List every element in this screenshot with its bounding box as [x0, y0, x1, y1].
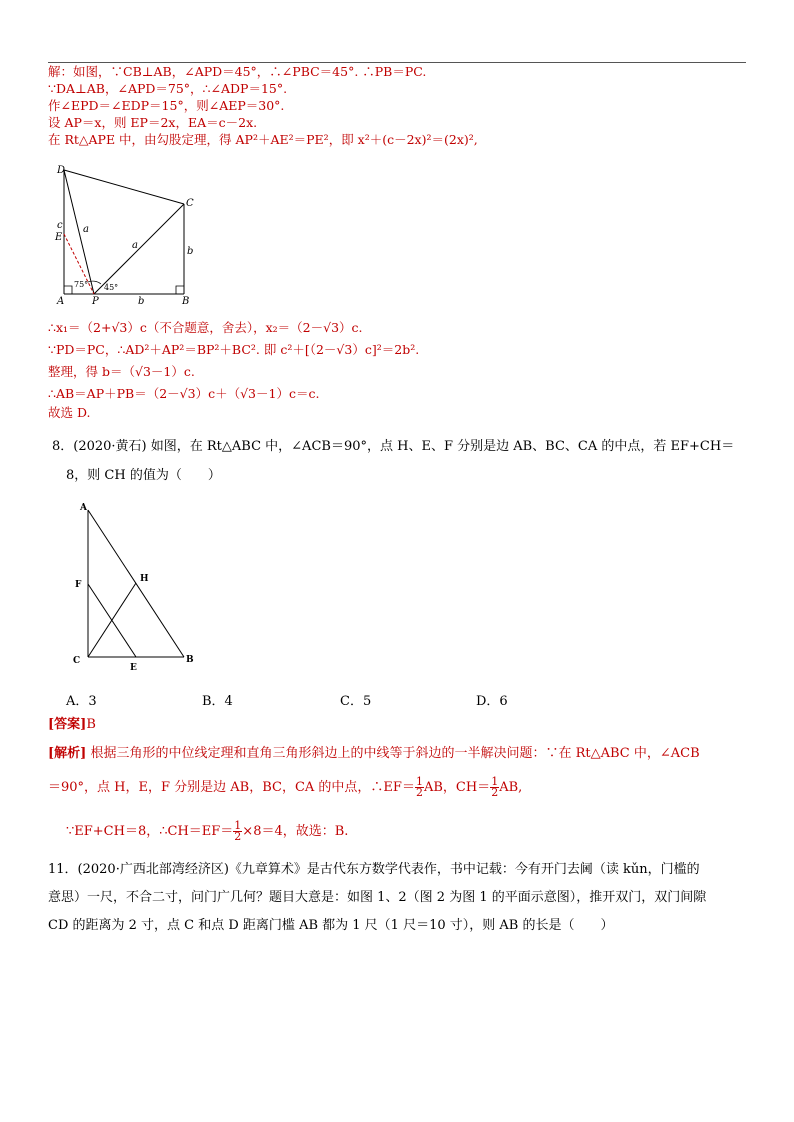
analysis-line-2 [48, 774, 522, 802]
figure-trapezoid [48, 158, 208, 308]
fraction-numerator: 1 [491, 775, 499, 788]
label-E: E [55, 232, 63, 243]
answer-line [48, 716, 96, 734]
label-C: C [73, 656, 81, 666]
label-P: P [92, 296, 99, 307]
solution-line: 故选 D. [48, 405, 91, 420]
analysis-text: ×8＝4，故选：B. [242, 824, 349, 839]
solution-line: 在 Rt△APE 中，由勾股定理，得 AP²＋AE²＝PE²，即 x²＋(c－2x)²＝(2x)², [48, 132, 478, 147]
label-c: c [57, 220, 63, 231]
label-B: B [186, 655, 194, 665]
question11-text: 11．(2020·广西北部湾经济区)《九章算术》是古代东方数学代表作，书中记载：今有开门去阃（读 kǔn，门槛的 [48, 862, 700, 877]
option-b: B．4 [202, 694, 233, 709]
analysis-line-1 [48, 745, 700, 763]
answer-tag: [答案] [48, 717, 87, 732]
analysis-line-3 [66, 818, 348, 846]
label-angle-45: 45° [104, 283, 119, 292]
option-c: C．5 [340, 694, 372, 709]
label-C: C [186, 198, 194, 209]
analysis-text: ∵EF+CH＝8，∴CH＝EF＝ [66, 824, 234, 839]
label-b-bottom: b [138, 296, 145, 307]
top-rule [48, 62, 746, 63]
answer-value: B [86, 717, 96, 732]
analysis-text: AB, [499, 780, 523, 795]
fraction-one-half [415, 777, 424, 798]
label-B: B [182, 296, 190, 307]
label-A: A [57, 296, 65, 307]
fraction-one-half [490, 777, 499, 798]
fraction-numerator: 1 [234, 819, 242, 832]
question11-text-cont: CD 的距离为 2 寸，点 C 和点 D 距离门槛 AB 都为 1 尺（1 尺＝10 寸），则 AB 的长是（ ） [48, 918, 614, 933]
solution-line: 作∠EPD＝∠EDP＝15°，则∠AEP＝30°. [48, 98, 285, 113]
fraction-denominator: 2 [415, 786, 423, 799]
question11-text-cont: 意思）一尺，不合二寸，问门广几何？题目大意是：如图 1、2（图 2 为图 1 的平面示意图），推开双门，双门间隙 [48, 890, 707, 905]
fraction-numerator: 1 [415, 775, 423, 788]
option-a: A．3 [66, 694, 97, 709]
solution-line: ∵PD＝PC，∴AD²＋AP²＝BP²＋BC². 即 c²＋[（2－√3）c]²＝2b². [48, 342, 420, 357]
label-b-right: b [187, 246, 194, 257]
analysis-text: ＝90°，点 H，E，F 分别是边 AB，BC，CA 的中点，∴EF＝ [48, 780, 415, 795]
label-a-right: a [132, 240, 138, 251]
label-E: E [130, 663, 137, 672]
fraction-one-half [233, 821, 242, 842]
solution-line: 设 AP＝x，则 EP＝2x，EA＝c－2x. [48, 115, 258, 130]
fraction-denominator: 2 [491, 786, 499, 799]
label-F: F [75, 580, 82, 590]
solution-line: 整理，得 b＝（√3－1）c. [48, 364, 195, 379]
option-d: D．6 [476, 694, 508, 709]
label-D: D [57, 165, 66, 176]
solution-line: 解：如图，∵CB⊥AB，∠APD＝45°，∴∠PBC＝45°. ∴PB＝PC. [48, 64, 427, 79]
label-a-left: a [83, 224, 89, 235]
fraction-denominator: 2 [234, 830, 242, 843]
analysis-text: 根据三角形的中位线定理和直角三角形斜边上的中线等于斜边的一半解决问题：∵在 Rt△ABC 中，∠ACB [90, 746, 700, 761]
solution-line: ∴x₁＝（2+√3）c（不合题意，舍去），x₂＝（2－√3）c. [48, 320, 363, 335]
analysis-tag: [解析] [48, 746, 87, 761]
label-A: A [80, 503, 87, 513]
solution-line: ∴AB＝AP＋PB＝（2－√3）c＋（√3－1）c＝c. [48, 386, 320, 401]
label-angle-75: 75° [74, 280, 89, 289]
question8-text-cont: 8，则 CH 的值为（ ） [66, 468, 221, 483]
analysis-text: AB，CH＝ [423, 780, 491, 795]
label-H: H [140, 574, 149, 584]
solution-line: ∵DA⊥AB，∠APD＝75°，∴∠ADP＝15°. [48, 81, 288, 96]
figure-right-triangle [70, 500, 200, 672]
question8-text: 8．(2020·黄石) 如图，在 Rt△ABC 中，∠ACB＝90°，点 H、E、F 分别是边 AB、BC、CA 的中点，若 EF+CH＝ [52, 439, 735, 454]
